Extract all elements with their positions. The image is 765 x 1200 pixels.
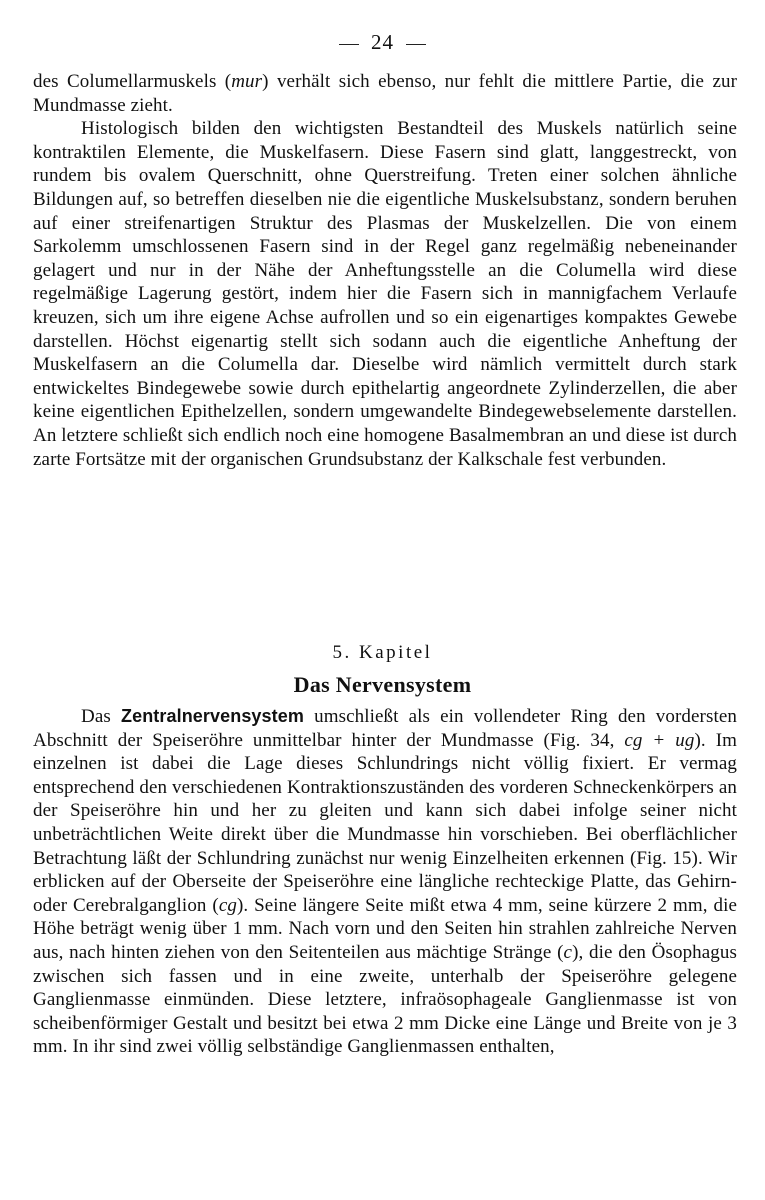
chapter-label: 5. Kapitel [332,642,433,663]
text-fragment: Das [81,706,121,727]
text-fragment: ). Im einzelnen ist dabei die Lage dieses Schlundrings nicht völlig fixiert. Er vermag entsprechend den verschiedenen Kontraktionszuständen des vorderen Schneckenkörpers an der Speiseröhre hin und her zu gleiten und kann sich dabei infolge seiner nicht unbeträchtlichen Weite direkt über die Mundmasse hin vorschieben. Bei oberflächlicher Betrachtung läßt der Schlundring zunächst nur wenig Einzelheiten erkennen (Fig. 15). Wir erblicken auf der Oberseite der Speiseröhre eine längliche rechteckige Platte, das Gehirn- oder Cerebralganglion ( [33,729,737,916]
text-fragment: des Columellarmuskels ( [33,71,232,92]
page-number [0,30,765,55]
chapter-title: Das Nervensystem [293,672,472,697]
paragraph-central-nervous-system [33,705,737,1059]
text-fragment: umschließt als ein vollendeter Ring den vordersten Abschnitt der Speiseröhre unmittelbar hinter der Mundmasse (Fig. 34, [33,706,737,751]
text-fragment: ). Seine längere Seite mißt etwa 4 mm, seine kürzere 2 mm, die Höhe beträgt wenig über 1 mm. Nach vorn und den Seiten hin strahlen zahlreiche Nerven aus, nach hinten ziehen von den Seitenteilen aus mächtige Stränge ( [33,894,737,963]
text-fragment: ) verhält sich ebenso, nur fehlt die mittlere Partie, die zur Mundmasse zieht. [33,71,737,116]
abbreviation-cg: cg [218,894,237,916]
text-fragment: ), die den Ösophagus zwischen sich fassen und in eine zweite, unterhalb der Speiseröhre gelegene Ganglienmasse einmünden. Diese letztere, infraösophageale Ganglienmasse ist von scheibenförmiger Gestalt und besitzt bei etwa 2 mm Dicke eine Länge und Breite von je 3 mm. In ihr sind zwei völlig selbständige Ganglienmassen enthalten, [33,941,737,1058]
text-block-nervous-system [33,705,737,1059]
term-zentralnervensystem: Zentralnervensystem [120,706,304,726]
abbreviation-c: c [563,941,573,963]
paragraph-histology: Histologisch bilden den wichtigsten Bestandteil des Muskels natürlich seine kontraktilen Elemente, die Muskelfasern. Diese Fasern sind glatt, langgestreckt, von rundem bis ovalem Querschnitt, ohne Querstreifung. Treten einer solchen ähnliche Bildungen auf, so betreffen dieselben nie die eigentliche Muskelsubstanz, sondern beruhen auf einer streifenartigen Struktur des Plasmas der Muskelzellen. Die von einem Sarkolemm umschlossenen Fasern sind in der Regel ganz regelmäßig nebeneinander gelagert und nur in der Nähe der Anheftungsstelle an die Columella wird diese regelmäßige Lagerung gestört, indem hier die Fasern sich in mannigfachem Verlaufe kreuzen, sich um ihre eigene Achse aufrollen und so ein eigenartiges kompaktes Gewebe darstellen. Höchst eigenartig stellt sich sodann auch die eigentliche Anheftung der Muskelfasern an die Columella dar. Dieselbe wird nämlich vermittelt durch stark entwickeltes Bindegewebe sowie durch epithelartig angeordnete Zylinderzellen, die aber keine eigentlichen Epithelzellen, sondern umgewandelte Bindegewebselemente darstellen. An letztere schließt sich endlich noch eine homogene Basalmembran an und diese ist durch zarte Fortsätze mit der organischen Grundsubstanz der Kalkschale fest verbunden. [33,118,737,470]
abbreviation-cg-ug: cg + ug [624,729,695,751]
abbreviation-mur: mur [231,71,263,92]
page-number-value: 24 [371,30,394,54]
dash-right [406,44,426,45]
paragraph-columellar-muscle [33,70,737,117]
text-block-muscle [33,70,737,471]
dash-left [339,44,359,45]
